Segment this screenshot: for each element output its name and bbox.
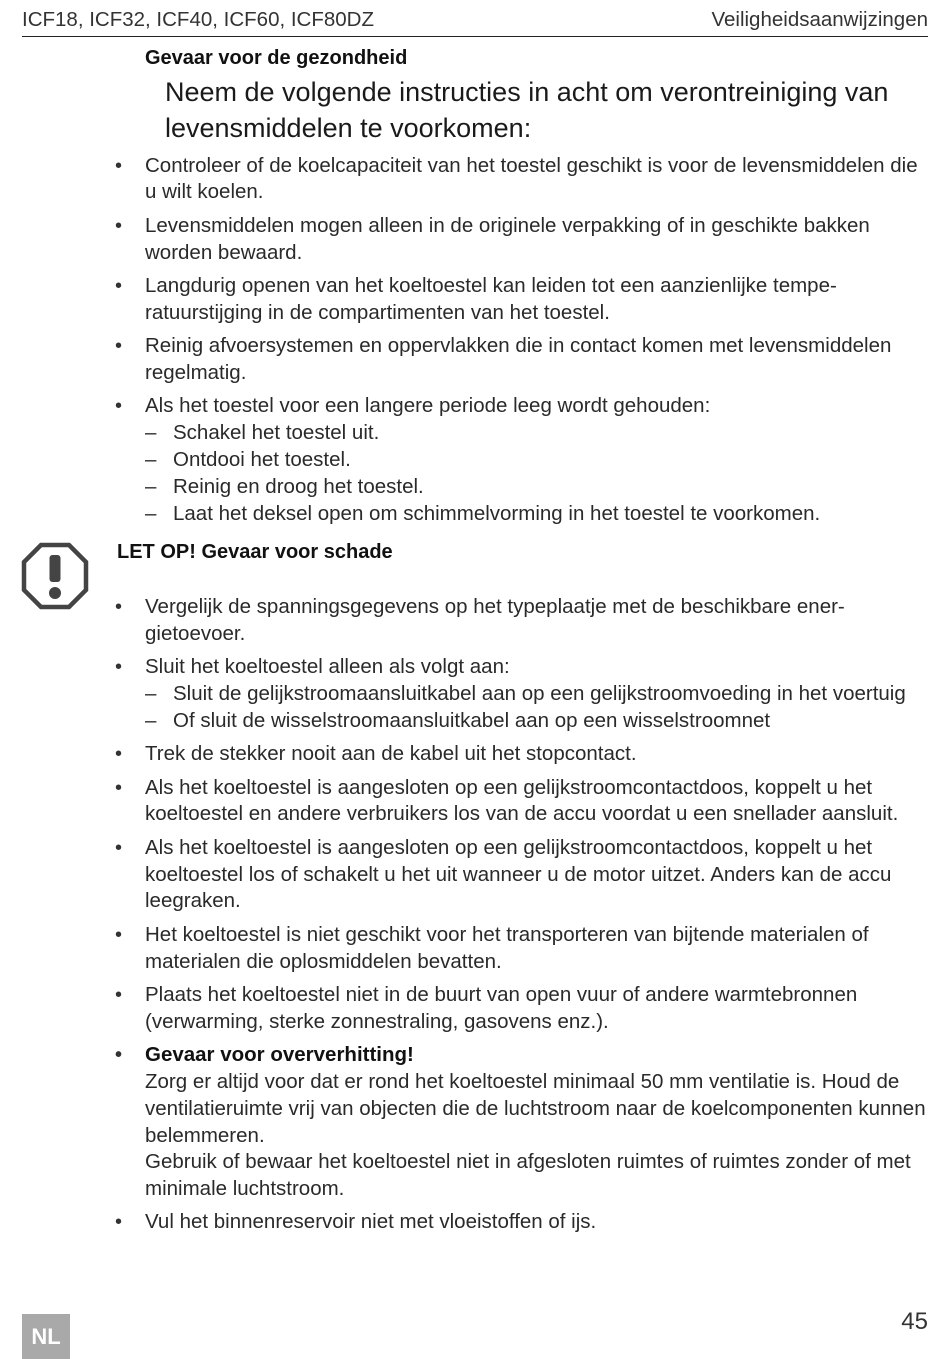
health-heading: Gevaar voor de gezondheid [145,47,408,69]
health-list [115,153,930,528]
page-number: 45 [901,1308,928,1335]
sub-list-item [145,420,930,447]
list-item-text: Sluit het koeltoestel alleen als volgt aan: [145,655,510,679]
damage-heading: LET OP! Gevaar voor schade [117,541,393,563]
list-item [115,594,930,648]
sub-list-item [145,681,930,708]
sub-list-item [145,474,930,501]
list-item [115,741,930,768]
header-models: ICF18, ICF32, ICF40, ICF60, ICF80DZ [22,8,375,31]
dash-mark: – [145,708,157,732]
page-header [22,6,928,37]
damage-list [115,594,930,1236]
list-item [115,982,930,1036]
sub-list-item [145,708,930,735]
overheat-title: Gevaar voor oververhitting! [145,1043,414,1067]
list-item-text: Als het koeltoestel is aangesloten op een gelijkstroomcontactdoos, koppelt u het koeltoestel en andere verbruikers los van de accu voordat u een snellader aansluit. [145,775,899,826]
dash-mark: – [145,421,157,445]
header-section: Veiligheidsaanwijzingen [711,8,928,31]
list-item [115,393,930,527]
list-item [115,654,930,734]
bullet-mark: • [115,214,123,237]
sub-list-item [145,501,930,528]
list-item [115,835,930,915]
list-item [115,1042,930,1203]
bullet-mark: • [115,836,123,859]
dash-mark: – [145,501,157,525]
list-item-text: Het koeltoestel is niet geschikt voor het transporteren van bijtende materialen of materialen die oplosmiddelen bevatten. [145,922,869,973]
list-item-text: Als het toestel voor een langere periode leeg wordt gehouden: [145,394,711,418]
overheat-text-1: Zorg er altijd voor dat er rond het koeltoestel minimaal 50 mm ventilatie is. Houd de ventilatieruimte vrij van objecten die de luchtstroom naar de koelcomponenten kunnen belemmeren. [145,1069,926,1147]
list-item-text: Plaats het koeltoestel niet in de buurt van open vuur of andere warmtebronnen (verwarming, sterke zonnestraling, gasovens enz.). [145,982,858,1033]
sub-list-item-text: Ontdooi het toestel. [173,447,351,471]
sub-list-item-text: Schakel het toestel uit. [173,421,380,445]
list-item [115,273,930,327]
bullet-mark: • [115,1044,123,1067]
list-item-text: Levensmiddelen mogen alleen in de originele verpakking of in geschikte bakken worden bewaard. [145,213,870,264]
list-item-text: Vergelijk de spanningsgegevens op het typeplaatje met de beschikbare energietoevoer. [145,595,845,645]
health-section [115,44,930,527]
sub-list-item [145,447,930,474]
damage-section [115,538,930,1236]
sub-list-item-text: Laat het deksel open om schimmelvorming in het toestel te voorkomen. [173,501,821,525]
sub-list-item-text: Sluit de gelijkstroomaansluitkabel aan op een gelijkstroomvoeding in het voertuig [173,681,906,705]
exclamation-octagon-icon [20,541,90,611]
bullet-mark: • [115,923,123,946]
bullet-mark: • [115,274,123,297]
dash-mark: – [145,474,157,498]
list-item [115,213,930,267]
list-item [115,333,930,387]
list-item [115,1209,930,1236]
language-badge: NL [22,1314,70,1359]
list-item-text: Langdurig openen van het koeltoestel kan leiden tot een aanzienlijke temperatuurstijging in de compartimenten van het toestel. [145,273,837,324]
list-item-text: Vul het binnenreservoir niet met vloeistoffen of ijs. [145,1210,597,1234]
bullet-mark: • [115,154,123,177]
list-item-text: Trek de stekker nooit aan de kabel uit het stopcontact. [145,742,637,766]
empty-steps-list [145,420,930,527]
health-intro: Neem de volgende instructies in acht om verontreiniging van levensmiddelen te voorkomen: [165,77,889,143]
bullet-mark: • [115,1211,123,1234]
sub-list-item-text: Reinig en droog het toestel. [173,474,424,498]
list-item-text: Als het koeltoestel is aangesloten op een gelijkstroomcontactdoos, koppelt u het koeltoestel los of schakelt u het uit wanneer u de motor uitzet. Anders kan de accu leegraken. [145,835,892,913]
dash-mark: – [145,681,157,705]
list-item-text: Reinig afvoersystemen en oppervlakken die in contact komen met levensmiddelen regelmatig. [145,334,892,384]
bullet-mark: • [115,983,123,1006]
list-item [115,153,930,207]
bullet-mark: • [115,776,123,799]
sub-list-item-text: Of sluit de wisselstroomaansluitkabel aan op een wisselstroomnet [173,708,771,732]
list-item [115,775,930,829]
bullet-mark: • [115,335,123,358]
bullet-mark: • [115,395,123,418]
bullet-mark: • [115,656,123,679]
dash-mark: – [145,447,157,471]
bullet-mark: • [115,743,123,766]
list-item-text: Controleer of de koelcapaciteit van het toestel geschikt is voor de levensmiddelen die u wilt koelen. [145,153,918,204]
overheat-text-2: Gebruik of bewaar het koeltoestel niet in afgesloten ruimtes of ruimtes zonder of met minimale luchtstroom. [145,1150,911,1201]
bullet-mark: • [115,596,123,618]
list-item [115,922,930,976]
connect-steps-list [145,681,930,735]
